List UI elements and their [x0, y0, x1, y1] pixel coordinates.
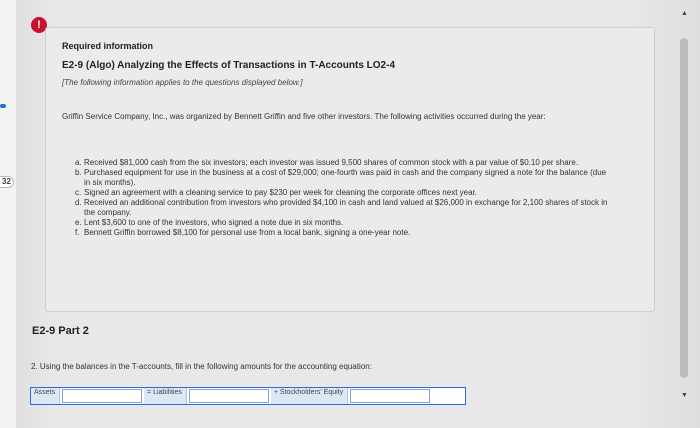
activity-text: Purchased equipment for use in the business at a cost of $29,000; one-fourth was paid in cash and the company signed a note for the balance (due in six months). [84, 168, 607, 187]
assets-label: Assets [31, 388, 60, 404]
left-edge-strip [0, 0, 16, 428]
equity-input[interactable] [350, 389, 430, 403]
activity-letter: d. [75, 198, 82, 207]
question-text: 2. Using the balances in the T-accounts, fill in the following amounts for the accounting equation: [31, 362, 372, 371]
question-number-badge[interactable]: 32 [0, 176, 14, 188]
list-item [75, 218, 610, 228]
activity-letter: b. [75, 168, 82, 177]
list-item [75, 198, 610, 218]
required-information-heading: Required information [62, 41, 154, 51]
accounting-equation-row [30, 387, 466, 405]
liabilities-label [144, 388, 187, 404]
equals-operator: = [147, 389, 152, 396]
list-item [75, 228, 610, 238]
plus-operator: + [273, 389, 278, 396]
liabilities-input[interactable] [189, 389, 269, 403]
equity-label [271, 388, 348, 404]
exercise-title: E2-9 (Algo) Analyzing the Effects of Transactions in T-Accounts LO2-4 [62, 60, 396, 71]
liabilities-label-text: Liabilities [153, 389, 182, 396]
info-note: [The following information applies to the questions displayed below.] [62, 78, 303, 87]
activity-text: Signed an agreement with a cleaning service to pay $230 per week for cleaning the corporate offices next year. [84, 188, 477, 197]
vertical-scrollbar[interactable] [679, 10, 689, 428]
activity-letter: e. [75, 218, 82, 227]
list-item [75, 168, 610, 188]
scroll-thumb[interactable] [680, 38, 688, 378]
activity-text: Lent $3,600 to one of the investors, who signed a note due in six months. [84, 218, 344, 227]
list-item [75, 158, 610, 168]
activity-letter: a. [75, 158, 82, 167]
left-progress-marker [0, 104, 6, 108]
activity-letter: f. [75, 228, 80, 237]
activity-text: Received an additional contribution from investors who provided $4,100 in cash and land valued at $26,000 in exchange for 2,100 shares of stock in the company. [84, 198, 608, 217]
scroll-up-icon[interactable]: ▲ [681, 10, 688, 17]
assets-input[interactable] [62, 389, 142, 403]
alert-icon: ! [31, 17, 47, 33]
equity-label-text: Stockholders' Equity [279, 389, 344, 396]
activity-letter: c. [75, 188, 82, 197]
activity-text: Bennett Griffin borrowed $8,100 for personal use from a local bank, signing a one-year note. [84, 228, 411, 237]
activities-list [75, 158, 610, 238]
part-title: E2-9 Part 2 [32, 325, 89, 337]
company-intro-text: Griffin Service Company, Inc., was organized by Bennett Griffin and five other investors. The following activities occurred during the year: [62, 112, 546, 121]
activity-text: Received $81,000 cash from the six investors; each investor was issued 9,500 shares of common stock with a par value of $0.10 per share. [84, 158, 579, 167]
scroll-down-icon[interactable]: ▼ [681, 392, 688, 399]
list-item [75, 188, 610, 198]
